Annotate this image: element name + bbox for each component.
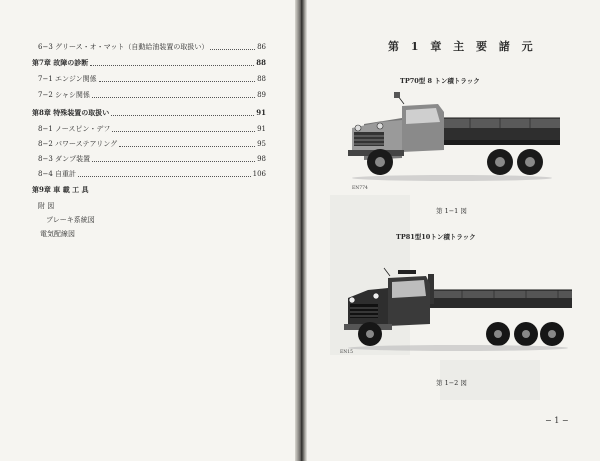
figure-1-label: 第 1−1 図 xyxy=(436,207,467,215)
leader-dots xyxy=(99,80,255,82)
leader-dots xyxy=(112,130,255,132)
toc-entry-label: 電気配線図 xyxy=(40,230,75,238)
toc-entry-label: 7−1 エンジン関係 xyxy=(38,75,97,83)
toc-entry-page: 91 xyxy=(257,125,266,133)
toc-entry-page: 89 xyxy=(257,91,266,99)
leader-dots xyxy=(90,64,254,66)
leader-dots xyxy=(210,48,255,50)
toc-chapter[interactable] xyxy=(32,57,266,69)
toc-entry-label: 8−1 ノースピン・デフ xyxy=(38,125,111,133)
toc-entry[interactable] xyxy=(38,73,266,85)
figure-2-label: 第 1−2 図 xyxy=(436,379,467,387)
toc-entry-page: 86 xyxy=(257,43,266,51)
toc-entry[interactable] xyxy=(38,168,266,180)
page-number: − 1 − xyxy=(545,416,569,425)
figure-1-caption: TP70型 8 トン積トラック xyxy=(400,77,480,85)
truck-photo-1 xyxy=(340,88,565,188)
toc-entry[interactable] xyxy=(38,138,266,150)
leader-dots xyxy=(92,96,255,98)
leader-dots xyxy=(111,114,254,116)
toc-entry[interactable] xyxy=(38,153,266,165)
toc-entry[interactable] xyxy=(38,123,266,135)
truck-photo-2 xyxy=(338,268,576,358)
toc-chapter[interactable] xyxy=(32,107,266,119)
figure-1-code: EN774 xyxy=(352,186,368,191)
toc-entry-label: 第9章 車 載 工 具 xyxy=(32,185,89,194)
toc-entry-label: ブレーキ系統図 xyxy=(46,216,95,224)
toc-entry-label: 8−2 パワーステアリング xyxy=(38,140,118,148)
toc-appendix-item[interactable] xyxy=(46,214,166,226)
toc-entry-label: 8−4 自重計 xyxy=(38,170,76,178)
chapter-title: 第 1 章 主 要 諸 元 xyxy=(388,40,537,53)
toc-chapter[interactable] xyxy=(32,184,152,196)
figure-2-code: EN15 xyxy=(340,350,353,355)
leader-dots xyxy=(92,160,255,162)
toc-entry-page: 95 xyxy=(257,140,266,148)
toc-entry-page: 106 xyxy=(252,170,266,178)
toc-entry-page: 98 xyxy=(257,155,266,163)
toc-appendix-item[interactable] xyxy=(40,228,160,240)
figure-2-caption: TP81型10トン積トラック xyxy=(396,233,476,241)
book-gutter xyxy=(295,0,307,461)
leader-dots xyxy=(78,175,251,177)
toc-entry-label: 7−2 シャシ関係 xyxy=(38,91,90,99)
toc-entry-page: 91 xyxy=(256,108,266,117)
toc-entry-page: 88 xyxy=(256,58,266,67)
toc-entry[interactable] xyxy=(38,89,266,101)
toc-entry-label: 8−3 ダンプ装置 xyxy=(38,155,91,163)
leader-dots xyxy=(119,145,255,147)
toc-appendix-heading xyxy=(38,200,138,212)
toc-entry-label: 第7章 故障の診断 xyxy=(32,58,89,67)
toc-entry-page: 88 xyxy=(257,75,266,83)
toc-entry-label: 6−3 グリース・オ・マット（自動給油装置の取扱い） xyxy=(38,43,209,51)
toc-entry[interactable] xyxy=(38,41,266,53)
toc-entry-label: 第8章 特殊装置の取扱い xyxy=(32,108,110,117)
toc-entry-label: 附 図 xyxy=(38,202,55,210)
